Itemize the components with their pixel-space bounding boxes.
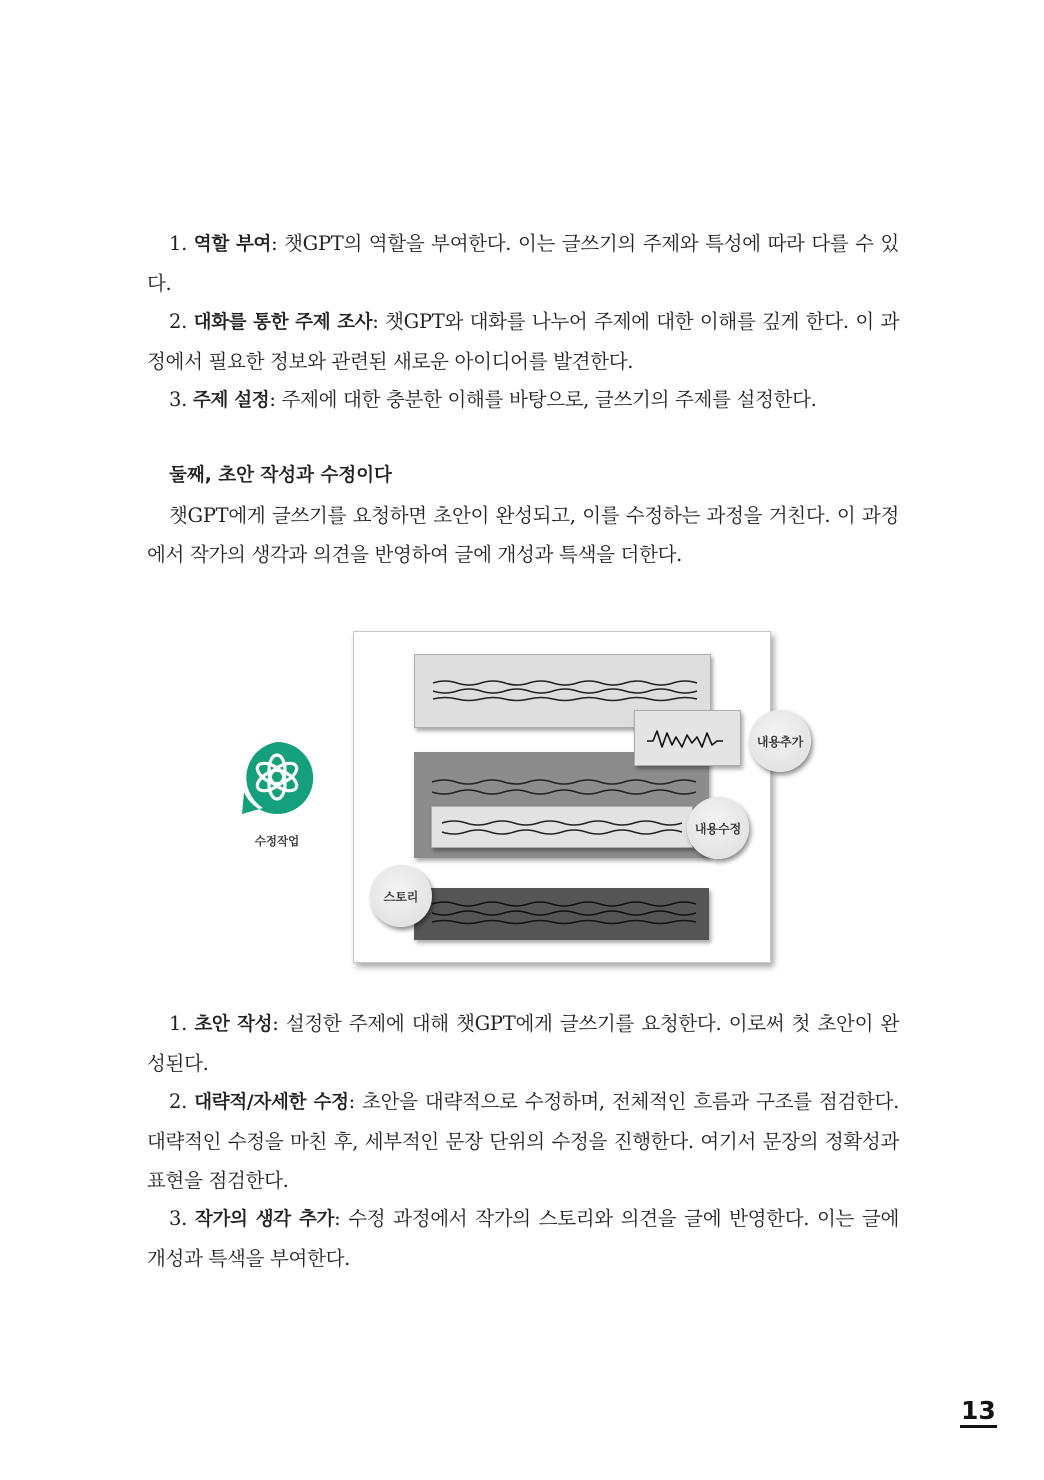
intro-paragraph: 챗GPT에게 글쓰기를 요청하면 초안이 완성되고, 이를 수정하는 과정을 거친다. 이 과정에서 작가의 생각과 의견을 반영하여 글에 개성과 특색을 더한다. <box>147 504 899 566</box>
section-heading: 둘째, 초안 작성과 수정이다 <box>169 465 392 486</box>
list-item-author-thoughts <box>147 1199 899 1278</box>
item-term: 역할 부여 <box>193 234 272 255</box>
list-item-role <box>147 224 899 303</box>
story-bubble: 스토리 <box>370 865 432 927</box>
zigzag-icon <box>635 711 740 765</box>
item-text: : 초안을 대략적으로 수정하며, 전체적인 흐름과 구조를 점검한다. 대략적인 수정을 마친 후, 세부적인 문장 단위의 수정을 진행한다. 여기서 문장의 정확성과 표현을 점검한다. <box>147 1090 899 1192</box>
list-item-topic-setting <box>147 380 899 420</box>
item-number: 2. <box>169 1090 188 1113</box>
chatgpt-logo-icon <box>239 740 315 816</box>
edit-content-bubble: 내용수정 <box>687 797 749 859</box>
added-content-box <box>634 710 741 766</box>
wavy-lines-icon <box>432 807 692 847</box>
editing-illustration <box>353 631 804 963</box>
list-item-revision <box>147 1082 899 1200</box>
item-number: 2. <box>169 310 188 333</box>
item-text: : 수정 과정에서 작가의 스토리와 의견을 글에 반영한다. 이는 글에 개성과 특색을 부여한다. <box>147 1207 900 1270</box>
item-number: 1. <box>169 232 188 255</box>
add-content-bubble: 내용추가 <box>749 710 811 772</box>
item-text: : 챗GPT의 역할을 부여한다. 이는 글쓰기의 주제와 특성에 따라 다를 수 있다. <box>147 232 899 295</box>
item-term: 대화를 통한 주제 조사 <box>193 312 373 333</box>
chatgpt-logo <box>239 740 315 816</box>
story-box <box>414 888 709 940</box>
item-text: : 설정한 주제에 대해 챗GPT에게 글쓰기를 요청한다. 이로써 첫 초안이 완성된다. <box>147 1012 899 1075</box>
item-term: 주제 설정 <box>192 390 270 411</box>
item-term: 초안 작성 <box>194 1014 273 1035</box>
item-text: : 챗GPT와 대화를 나누어 주제에 대한 이해를 깊게 한다. 이 과정에서 필요한 정보와 관련된 새로운 아이디어를 발견한다. <box>147 310 900 373</box>
logo-label: 수정작업 <box>254 834 300 848</box>
item-number: 1. <box>169 1012 188 1035</box>
wavy-lines-icon <box>414 888 709 940</box>
item-term: 대략적/자세한 수정 <box>194 1092 349 1113</box>
list-item-topic-research <box>147 302 899 381</box>
item-number: 3. <box>169 388 188 411</box>
list-item-draft <box>147 1004 899 1083</box>
item-number: 3. <box>169 1207 188 1230</box>
edited-line-strip <box>431 806 693 848</box>
item-term: 작가의 생각 추가 <box>194 1209 335 1230</box>
page-number: 13 <box>960 1398 997 1428</box>
item-text: : 주제에 대한 충분한 이해를 바탕으로, 글쓰기의 주제를 설정한다. <box>269 388 817 411</box>
